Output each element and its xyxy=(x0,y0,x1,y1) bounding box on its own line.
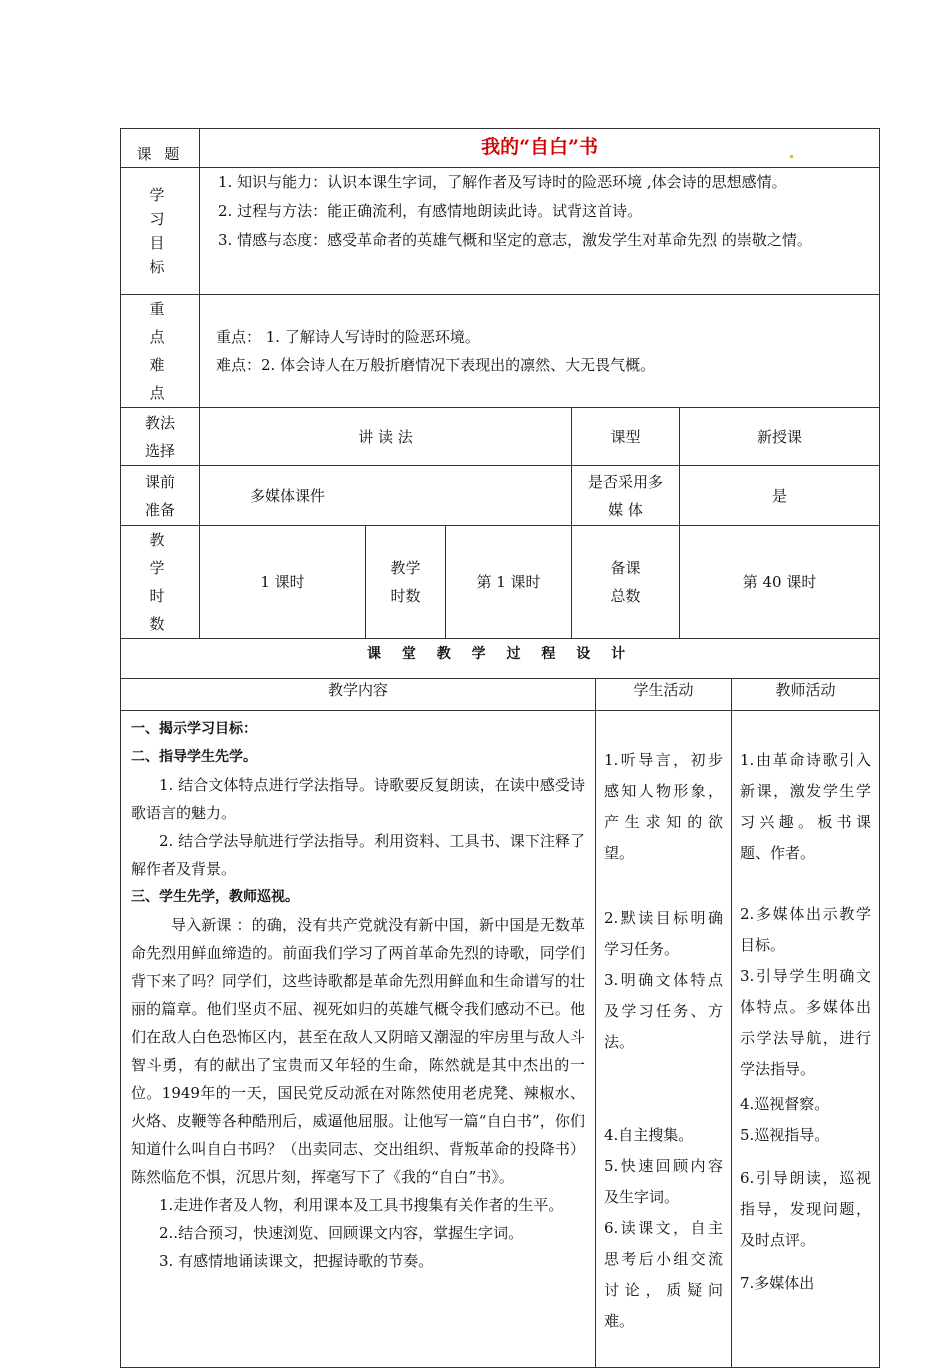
student-activity: 5.快速回顾内容及生字词。 xyxy=(604,1157,723,1206)
teach-hours-label-text: 教学 时数 xyxy=(390,559,421,605)
topic-label: 课 题 xyxy=(121,129,200,168)
content-paragraph: 1. 结合文体特点进行学法指导。诗歌要反复朗读，在读中感受诗歌语言的魅力。 xyxy=(131,776,585,822)
student-activity: 2.默读目标明确学习任务。 xyxy=(604,909,723,958)
prep-total-value: 第 40 课时 xyxy=(680,526,880,639)
teacher-activities xyxy=(732,711,880,1368)
teacher-activity: 2.多媒体出示教学目标。 xyxy=(740,905,871,954)
goals-label-text: 学 习 目 标 xyxy=(149,186,171,276)
type-value: 新授课 xyxy=(680,408,880,466)
student-activity: 6.读课文，自主思考后小组交流讨论，质疑问难。 xyxy=(604,1219,723,1330)
section-heading: 二、指导学生先学。 xyxy=(131,749,257,765)
type-label: 课型 xyxy=(572,408,680,466)
student-activity: 3.明确文体特点及学习任务、方法。 xyxy=(604,971,723,1051)
goal-item: 3. 情感与态度：感受革命者的英雄气概和坚定的意志，激发学生对革命先烈 的崇敬之情。 xyxy=(218,231,812,249)
lesson-title: 我的“自白”书 xyxy=(481,136,598,158)
teach-hours-value: 第 1 课时 xyxy=(446,526,572,639)
col-student-header: 学生活动 xyxy=(596,679,732,711)
process-title: 课 堂 教 学 过 程 设 计 xyxy=(121,639,880,679)
key-points-label xyxy=(121,295,200,408)
teach-hours-label xyxy=(366,526,446,639)
method-label xyxy=(121,408,200,466)
teacher-activity: 6.引导朗读，巡视指导，发现问题，及时点评。 xyxy=(740,1169,871,1249)
col-content-header: 教学内容 xyxy=(121,679,596,711)
teacher-activity: 3.引导学生明确文体特点。多媒体出示学法导航，进行学法指导。 xyxy=(740,967,871,1078)
method-value: 讲 读 法 xyxy=(200,408,572,466)
goal-item: 2. 过程与方法：能正确流利，有感情地朗读此诗。试背这首诗。 xyxy=(218,202,643,220)
section-heading: 三、学生先学，教师巡视。 xyxy=(131,889,299,905)
teaching-content xyxy=(121,711,596,1368)
multimedia-value: 是 xyxy=(680,466,880,526)
key-point: 重点： 1. 了解诗人写诗时的险恶环境。 xyxy=(216,328,480,346)
content-paragraph: 3. 有感情地诵读课文，把握诗歌的节奏。 xyxy=(159,1252,434,1270)
content-paragraph: 2..结合预习，快速浏览、回顾课文内容，掌握生字词。 xyxy=(159,1224,524,1242)
content-paragraph: 1.走进作者及人物，利用课本及工具书搜集有关作者的生平。 xyxy=(159,1196,564,1214)
intro-paragraph: 导入新课 ：的确，没有共产党就没有新中国，新中国是无数革命先烈用鲜血缔造的。前面我们学习了两首革命先烈的诗歌，同学们背下来了吗？同学们，这些诗歌都是革命先烈用鲜血和生命谱写的壮丽的篇章。他们坚贞不屈、视死如归的英雄气概令我们感动不已。他们在敌人白色恐怖区内，甚至在敌人又阴暗又潮湿的牢房里与敌人斗智斗勇，有的献出了宝贵而又年轻的生命，陈然就是其中杰出的一位。1949年的一天，国民党反动派在对陈然使用老虎凳、辣椒水、火烙、皮鞭等各种酷刑后，威逼他屈服。让他写一篇“自白书”，你们知道什么叫自白书吗？（出卖同志、交出组织、背叛革命的投降书）陈然临危不惧，沉思片刻，挥毫写下了《我的“自白”书》。 xyxy=(131,916,585,1186)
hours-value: 1 课时 xyxy=(200,526,366,639)
col-teacher-header: 教师活动 xyxy=(732,679,880,711)
lesson-plan-table xyxy=(120,128,879,1368)
prep-value: 多媒体课件 xyxy=(200,466,572,526)
decorative-dot xyxy=(790,155,793,158)
prep-total-label xyxy=(572,526,680,639)
key-points-content xyxy=(200,295,880,408)
goals-label xyxy=(121,168,200,295)
prep-total-label-text: 备课 总数 xyxy=(610,559,641,605)
multimedia-label-text: 是否采用多 媒 体 xyxy=(587,472,663,519)
method-label-text: 教法 选择 xyxy=(144,413,175,460)
teacher-activity: 5.巡视指导。 xyxy=(740,1126,830,1144)
key-points-label-text: 重 点 难 点 xyxy=(149,300,171,402)
multimedia-label xyxy=(572,466,680,526)
teacher-activity: 4.巡视督察。 xyxy=(740,1095,830,1113)
prep-label xyxy=(121,466,200,526)
goal-item: 1. 知识与能力：认识本课生字词，了解作者及写诗时的险恶环境 ,体会诗的思想感情。 xyxy=(218,173,787,191)
content-paragraph: 2. 结合学法导航进行学法指导。利用资料、工具书、课下注释了解作者及背景。 xyxy=(131,832,585,878)
lesson-title-cell xyxy=(200,129,880,168)
prep-label-text: 课前 准备 xyxy=(144,472,175,519)
student-activities xyxy=(596,711,732,1368)
teacher-activity: 7.多媒体出 xyxy=(740,1274,815,1292)
hours-label-text: 教 学 时 数 xyxy=(149,531,171,633)
student-activity: 1.听导言，初步感知人物形象，产生求知的欲望。 xyxy=(604,751,723,862)
teacher-activity: 1.由革命诗歌引入新课，激发学生学习兴趣。板书课题、作者。 xyxy=(740,751,871,862)
student-activity: 4.自主搜集。 xyxy=(604,1126,694,1144)
goals-content xyxy=(200,168,880,295)
hours-label xyxy=(121,526,200,639)
difficult-point: 难点：2. 体会诗人在万般折磨情况下表现出的凛然、大无畏气概。 xyxy=(216,356,656,374)
section-heading: 一、揭示学习目标： xyxy=(131,721,257,737)
